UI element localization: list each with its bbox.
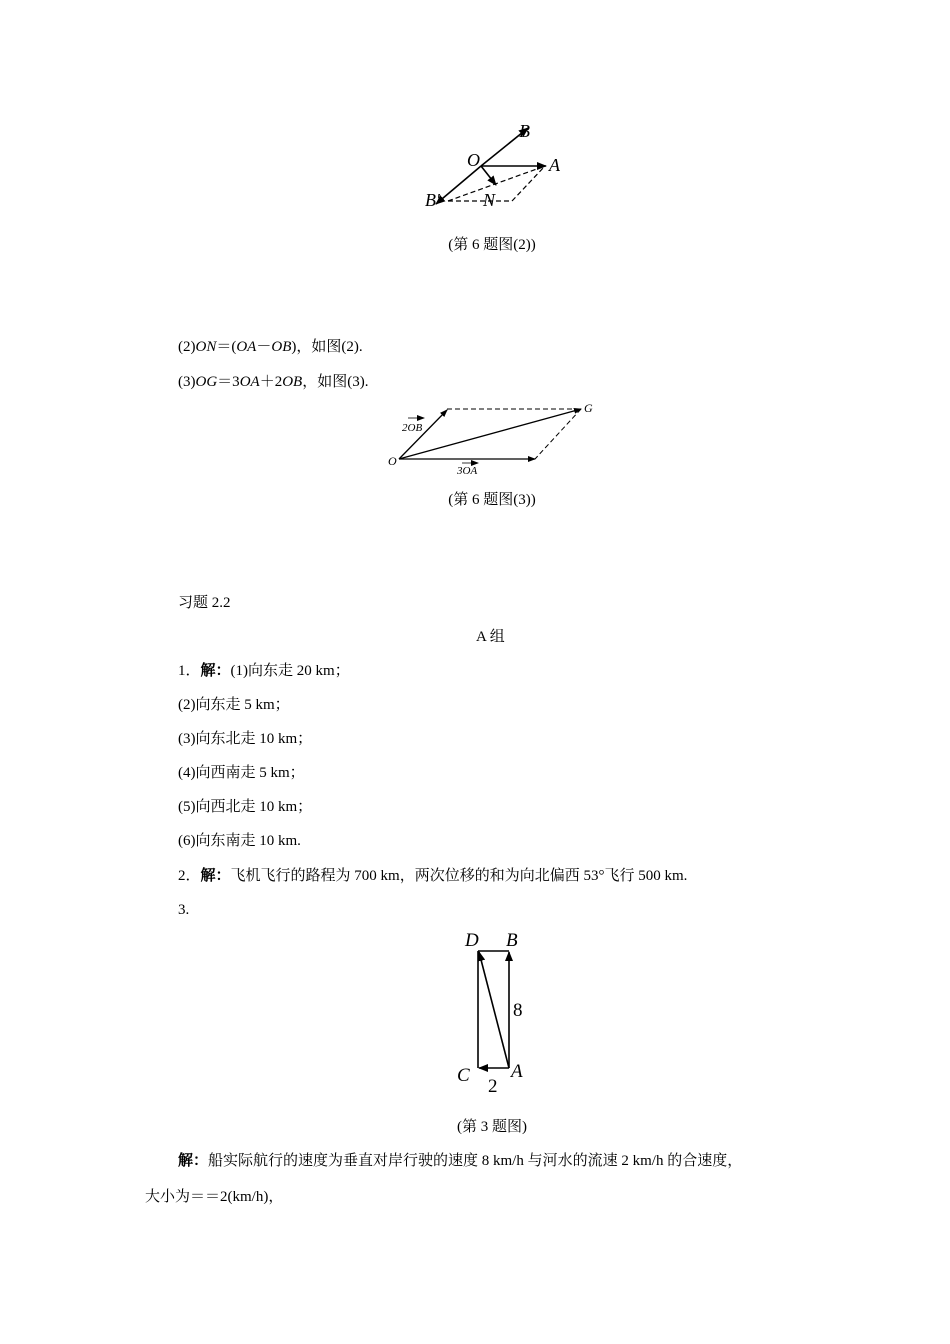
vector-OA-text: OA: [236, 339, 257, 355]
solution-line-2: 大小为＝＝2(km/h)，: [145, 1189, 284, 1205]
vector-OA-text: OA: [239, 374, 260, 390]
text: (2): [178, 339, 196, 355]
figure-6-3: [380, 398, 600, 478]
vector-ON: [481, 166, 496, 185]
vector-OG-text: OG: [195, 374, 218, 390]
label-G: G: [584, 401, 593, 415]
answer-text: (1)向东走 20 km；: [230, 663, 350, 679]
answer-2: [178, 866, 687, 886]
dashed-edge-right: [512, 166, 545, 201]
text: (3): [178, 374, 196, 390]
label-C: C: [457, 1065, 470, 1086]
vector-ON-text: ON: [195, 339, 217, 355]
dashed-diagonal: [448, 166, 545, 201]
answer-6-2: [178, 337, 363, 357]
answer-1-5: (5)向西北走 10 km；: [178, 799, 313, 815]
vector-OBprime: [436, 166, 481, 204]
figure-6-2-caption: (第 6 题图(2)): [448, 237, 536, 253]
answer-1-3: (3)向东北走 10 km；: [178, 731, 313, 747]
vector-AD: [479, 952, 509, 1068]
question-number: 1．: [178, 663, 201, 679]
vector-OB-text: OB: [282, 374, 303, 390]
solution-keyword: 解：: [200, 663, 231, 679]
label-2: 2: [488, 1076, 498, 1097]
figure-3: [450, 925, 540, 1100]
figure-3-caption: (第 3 题图): [457, 1119, 527, 1135]
text: ＝3: [217, 374, 240, 390]
group-title: A 组: [476, 629, 505, 645]
vector-2OB: [399, 410, 447, 459]
question-number: 2．: [178, 868, 201, 884]
text: )，如图(2).: [291, 339, 363, 355]
answer-text: 飞机飞行的路程为 700 km，两次位移的和为向北偏西 53°飞行 500 km.: [230, 868, 688, 884]
solution-keyword: 解：: [178, 1153, 209, 1169]
label-Bprime: B′: [425, 190, 440, 210]
label-3OA: 3OA: [457, 465, 478, 477]
text: ＋2: [259, 374, 283, 390]
solution-line-1: [178, 1151, 742, 1171]
section-title: 习题 2.2: [178, 595, 231, 611]
label-A: A: [511, 1061, 523, 1082]
label-D: D: [465, 930, 479, 951]
label-2OB: 2OB: [402, 422, 423, 434]
answer-1-4: (4)向西南走 5 km；: [178, 765, 305, 781]
answer-1-2: (2)向东走 5 km；: [178, 697, 290, 713]
text: ，如图(3).: [302, 374, 369, 390]
vector-OB-text: OB: [271, 339, 292, 355]
label-O: O: [467, 150, 480, 170]
answer-6-3: [178, 372, 368, 392]
vector-OG: [399, 409, 581, 459]
label-B: B: [506, 930, 518, 951]
label-B: B: [519, 121, 530, 141]
solution-keyword: 解：: [200, 868, 231, 884]
answer-1: [178, 661, 350, 681]
figure-6-3-caption: (第 6 题图(3)): [448, 492, 536, 508]
dashed-right: [535, 409, 581, 459]
label-8: 8: [513, 1000, 523, 1021]
label-N: N: [483, 190, 496, 210]
answer-1-6: (6)向东南走 10 km.: [178, 833, 301, 849]
solution-text: 船实际航行的速度为垂直对岸行驶的速度 8 km/h 与河水的流速 2 km/h 的合速度，: [208, 1153, 743, 1169]
text: ＝(: [216, 339, 237, 355]
figure-6-2: [410, 115, 570, 215]
label-O: O: [388, 454, 397, 468]
answer-3-number: 3.: [178, 902, 190, 918]
label-A: A: [549, 155, 560, 175]
text: －: [256, 339, 272, 355]
